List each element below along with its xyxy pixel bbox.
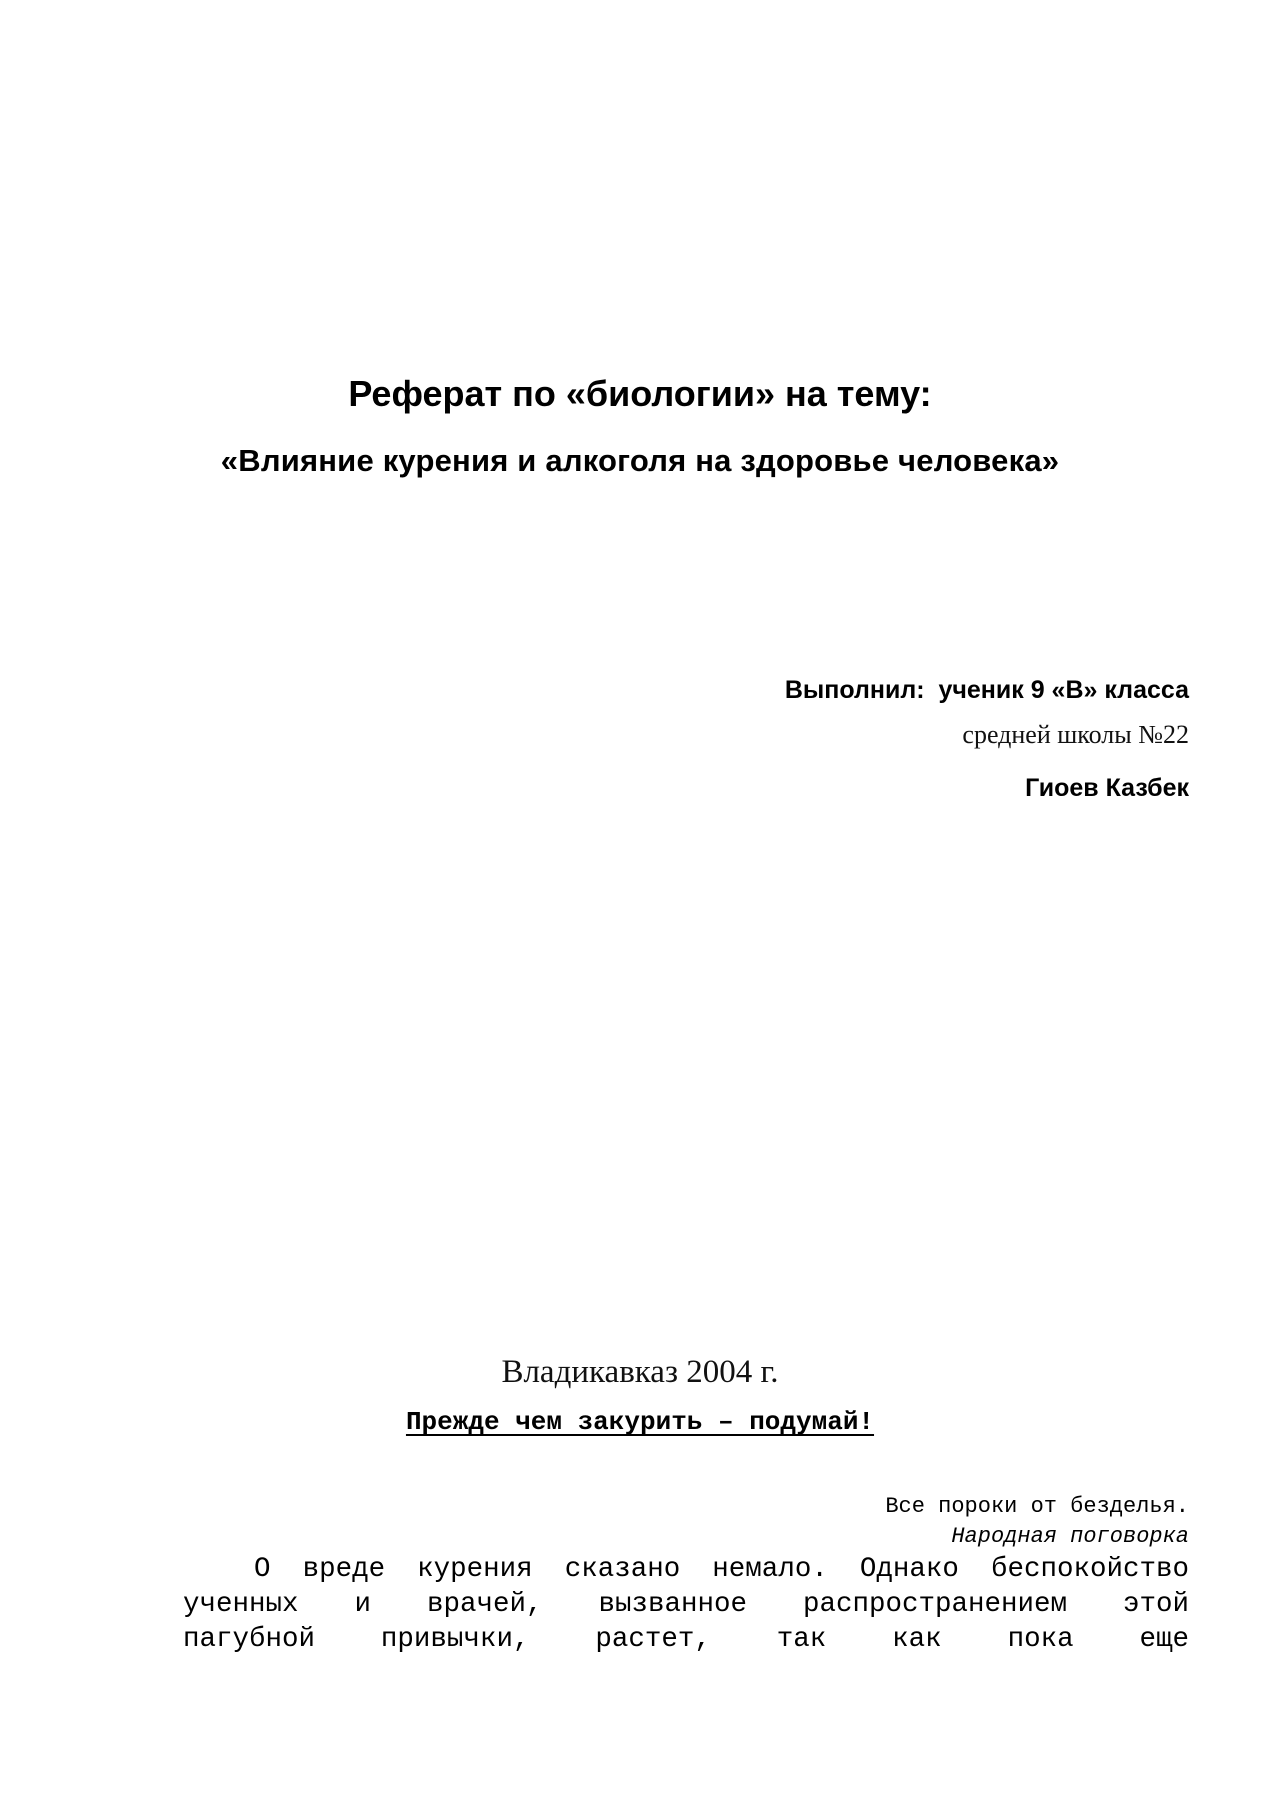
report-subtitle: «Влияние курения и алкоголя на здоровье человека» (220, 443, 1060, 478)
author-block (489, 674, 1189, 804)
body-line: ученных и врачей, вызванное распространением этой (183, 1589, 1189, 1620)
body-line: пагубной привычки, растет, так как пока еще (183, 1624, 1189, 1655)
body-line: О вреде курения сказано немало. Однако беспокойство (254, 1554, 1189, 1585)
section-heading-text: Прежде чем закурить – подумай! (405, 1407, 875, 1437)
city-year: Владикавказ 2004 г. (501, 1354, 779, 1390)
epigraph-source: Народная поговорка (951, 1524, 1189, 1549)
author-name: Гиоев Казбек (1025, 774, 1189, 802)
epigraph (389, 1492, 1189, 1552)
section-heading (0, 1405, 1280, 1439)
author-school: средней школы №22 (962, 720, 1189, 749)
report-title: Реферат по «биологии» на тему: (348, 373, 932, 414)
author-class: Выполнил: ученик 9 «В» класса (784, 676, 1189, 704)
epigraph-quote: Все пороки от безделья. (885, 1494, 1189, 1519)
body-paragraph (183, 1552, 1189, 1657)
